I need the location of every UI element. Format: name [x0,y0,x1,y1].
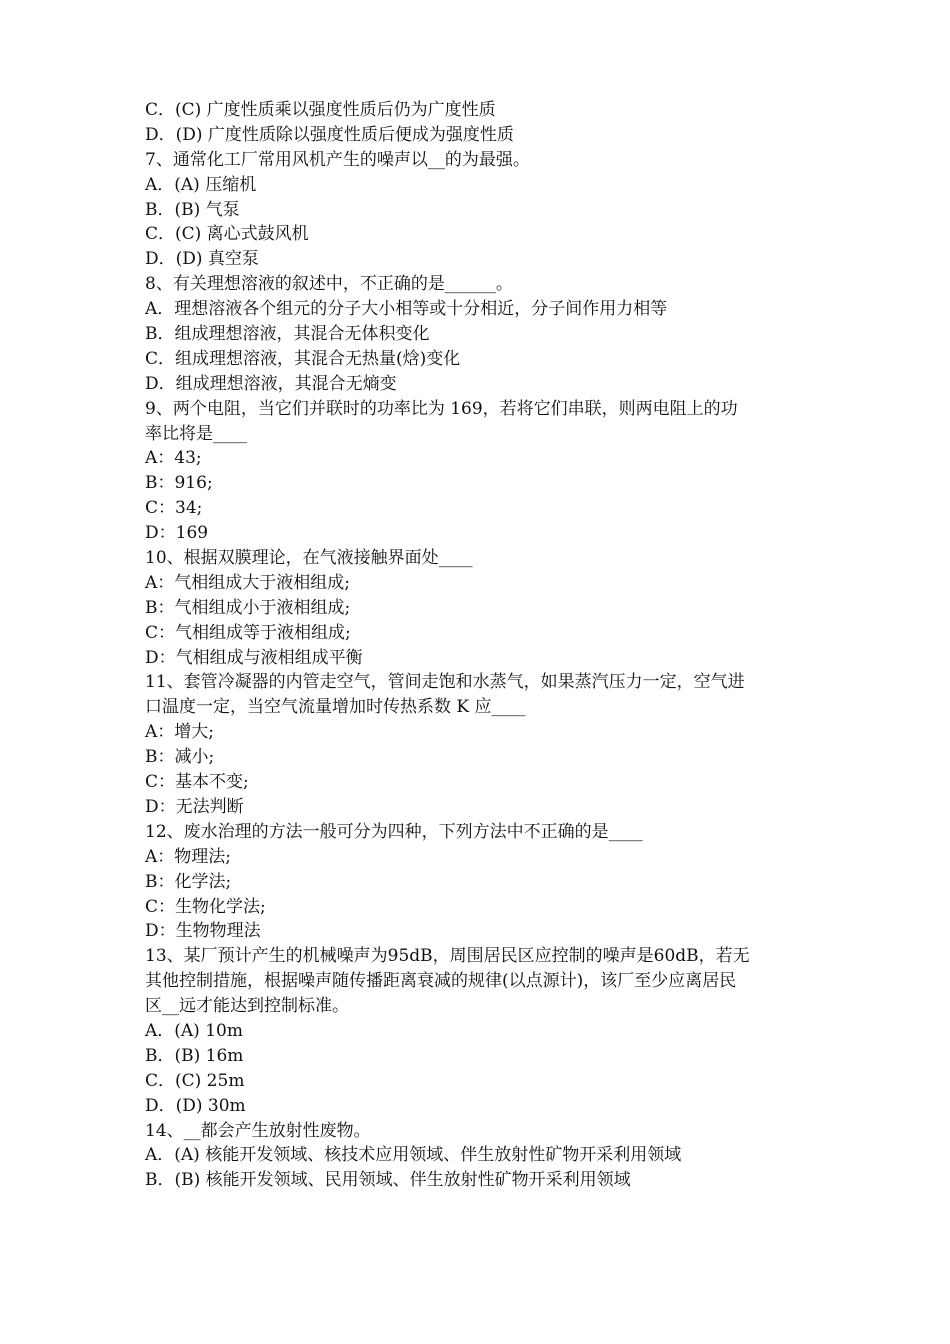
text-line: B：气相组成小于液相组成; [145,597,351,618]
text-line: 其他控制措施，根据噪声随传播距离衰减的规律(以点源计)，该厂至少应离居民 [145,971,737,992]
text-line: C：基本不变; [145,772,249,793]
text-line: 9、两个电阻，当它们并联时的功率比为 169，若将它们串联，则两电阻上的功 [145,398,738,419]
text-line: B．(B) 气泵 [145,199,240,220]
text-line: A：43; [145,448,202,469]
text-line: B．(B) 16m [145,1045,244,1066]
text-line: C．组成理想溶液，其混合无热量(焓)变化 [145,348,461,369]
text-line: 12、废水治理的方法一般可分为四种，下列方法中不正确的是____ [145,821,643,842]
text-line: C．(C) 离心式鼓风机 [145,224,309,245]
text-line: 13、某厂预计产生的机械噪声为95dB，周围居民区应控制的噪声是60dB，若无 [145,946,750,967]
text-line: A：气相组成大于液相组成; [145,572,351,593]
text-line: B．(B) 核能开发领域、民用领域、伴生放射性矿物开采利用领域 [145,1170,631,1191]
text-line: C：生物化学法; [145,896,266,917]
text-line: B．组成理想溶液，其混合无体积变化 [145,324,430,345]
text-line: C：34; [145,498,203,519]
text-line: 10、根据双膜理论，在气液接触界面处____ [145,548,473,569]
text-line: A．(A) 核能开发领域、核技术应用领域、伴生放射性矿物开采利用领域 [145,1145,682,1166]
text-line: C．(C) 广度性质乘以强度性质后仍为广度性质 [145,100,496,120]
text-line: D．(D) 30m [145,1095,246,1116]
text-line: B：化学法; [145,871,232,892]
text-line: A．(A) 压缩机 [145,174,257,195]
text-line: A：增大; [145,722,215,743]
text-line: D．组成理想溶液，其混合无熵变 [145,373,397,394]
text-line: D．(D) 真空泵 [145,249,259,270]
text-line: D：169 [145,523,209,544]
text-line: B：减小; [145,747,215,768]
text-line: A．理想溶液各个组元的分子大小相等或十分相近，分子间作用力相等 [145,299,668,320]
text-line: 14、__都会产生放射性废物。 [145,1120,371,1141]
text-line: 区__远才能达到控制标准。 [145,996,349,1017]
document-body [145,98,825,1193]
text-line: D：无法判断 [145,796,244,817]
text-line: 率比将是____ [145,423,247,444]
text-line: 8、有关理想溶液的叙述中，不正确的是______。 [145,274,513,295]
text-line: C：气相组成等于液相组成; [145,622,351,643]
text-line: 11、套管冷凝器的内管走空气，管间走饱和水蒸气，如果蒸汽压力一定，空气进 [145,672,745,693]
text-line: A．(A) 10m [145,1020,243,1041]
text-line: C．(C) 25m [145,1070,245,1091]
text-line: B：916; [145,473,213,494]
text-line: A：物理法; [145,846,232,867]
text-line: 7、通常化工厂常用风机产生的噪声以__的为最强。 [145,149,530,170]
text-line: 口温度一定，当空气流量增加时传热系数 K 应____ [145,697,526,718]
text-line: D．(D) 广度性质除以强度性质后便成为强度性质 [145,124,514,145]
text-line: D：生物物理法 [145,921,261,942]
text-line: D：气相组成与液相组成平衡 [145,647,363,668]
